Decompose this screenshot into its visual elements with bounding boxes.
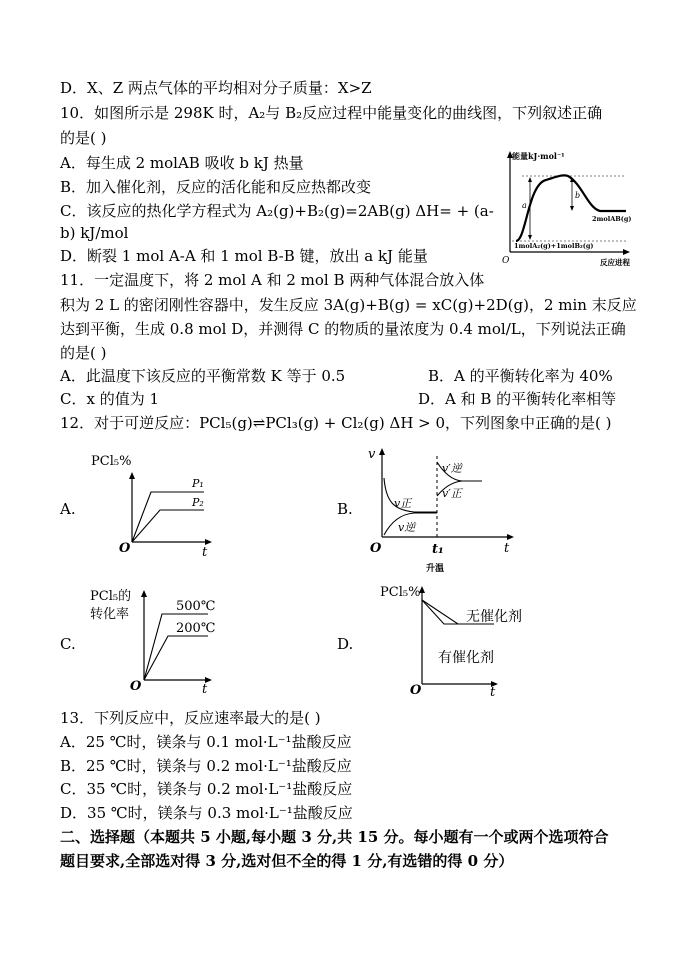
q12-graph-c [88,580,228,698]
q10-option-b: B．加入催化剂，反应的活化能和反应热都改变 [60,178,372,196]
q12-option-a-letter: A. [60,500,76,518]
q12b-y-arrow [379,448,385,455]
q12b-v-rev2-label: v′逆 [442,462,462,475]
q12d-y-label: PCl₅% [380,585,421,600]
q11-option-a: A．此温度下该反应的平衡常数 K 等于 0.5 [60,367,346,385]
q11-stem-line4: 的是( ) [60,344,107,362]
q12c-500-label: 500℃ [176,599,216,614]
section2-heading-line1: 二、选择题（本题共 5 小题,每小题 3 分,共 15 分。每小题有一个或两个选项符合 [60,828,609,846]
q12d-origin: O [410,683,422,698]
q13-option-b: B．25 ℃时，镁条与 0.2 mol·L⁻¹盐酸反应 [60,757,352,775]
q12a-y-label: PCl₅% [91,454,132,469]
q12b-origin: O [370,541,382,556]
q11-stem-line2: 积为 2 L 的密闭刚性容器中，发生反应 3A(g)+B(g) = xC(g)+2D(g)，2 min 末反应 [60,296,637,314]
q12-graph-d [376,578,536,700]
q12b-v-fwd2-label: v′正 [442,487,462,500]
q13-option-c: C．35 ℃时，镁条与 0.2 mol·L⁻¹盐酸反应 [60,780,353,798]
q11-option-c: C．x 的值为 1 [60,390,160,408]
q13-stem: 13．下列反应中，反应速率最大的是( ) [60,709,321,727]
section2-heading-line2: 题目要求,全部选对得 3 分,选对但不全的得 1 分,有选错的得 0 分） [60,852,514,870]
q12b-x-label: t [504,541,510,556]
q12c-origin: O [130,679,142,694]
q12-stem: 12．对于可逆反应：PCl₅(g)⇌PCl₃(g) + Cl₂(g) ΔH > 0，下列图象中正确的是( ) [60,414,612,432]
q10-y-label: 能量kJ·mol⁻¹ [512,151,565,161]
q10-option-a: A．每生成 2 molAB 吸收 b kJ 热量 [60,154,304,172]
q12b-v-rev-label: v逆 [398,521,416,534]
q12b-t1-label: t₁ [432,542,444,557]
q10-x-label: 反应进程 [600,258,630,267]
q10-a-arrow-up [528,177,532,182]
q12c-x-label: t [202,682,208,697]
q10-energy-diagram [500,148,632,268]
q12d-x-label: t [490,685,496,700]
q10-end-label: 2molAB(g) [592,215,632,223]
q10-option-d: D．断裂 1 mol A-A 和 1 mol B-B 键，放出 a kJ 能量 [60,247,428,265]
q13-option-d: D．35 ℃时，镁条与 0.3 mol·L⁻¹盐酸反应 [60,804,353,822]
q10-mark-b: b [575,191,581,200]
q11-stem-line1: 11．一定温度下，将 2 mol A 和 2 mol B 两种气体混合放入体 [60,271,485,289]
q12a-p2-label: P₂ [192,496,204,509]
q12a-origin: O [119,541,131,556]
q11-option-d: D．A 和 B 的平衡转化率相等 [418,390,617,408]
q10-x-arrow [623,249,630,255]
q10-stem-line2: 的是( ) [60,129,107,147]
q12b-x-arrow [507,534,514,540]
q13-option-a: A．25 ℃时，镁条与 0.1 mol·L⁻¹盐酸反应 [60,733,352,751]
q9-option-d: D．X、Z 两点气体的平均相对分子质量：X>Z [60,79,372,97]
q10-origin: O [502,256,510,266]
q11-option-b: B．A 的平衡转化率为 40% [428,367,613,385]
q12c-y-label2: 转化率 [90,607,130,622]
q12c-y-label1: PCl₅的 [90,589,132,604]
q12a-x-label: t [202,545,208,558]
q10-option-c-line2: b) kJ/mol [60,224,129,242]
q12c-y-arrow [141,590,147,597]
q10-stem-line1: 10．如图所示是 298K 时，A₂与 B₂反应过程中能量变化的曲线图，下列叙述正确 [60,104,603,122]
q12b-heat-label: 升温 [426,564,445,574]
q12d-no-cat-label: 无催化剂 [466,609,522,625]
q12-option-b-letter: B. [337,500,353,518]
q10-mark-a: a [522,201,527,210]
q12c-curve-200 [144,636,208,680]
q10-option-c-line1: C．该反应的热化学方程式为 A₂(g)+B₂(g)=2AB(g) ΔH= + (a- [60,202,494,220]
q12-graph-b [362,440,522,575]
q12a-y-arrow [129,472,135,479]
q10-b-arrow-down [570,206,574,211]
q12-option-c-letter: C. [60,635,76,653]
q12-graph-a [88,450,228,558]
q12-option-d-letter: D. [337,635,354,653]
q12a-p1-label: P₁ [192,477,204,490]
q10-a-arrow-down [528,235,532,240]
q12b-y-label: v [368,447,376,462]
q12c-200-label: 200℃ [176,621,216,636]
q11-stem-line3: 达到平衡，生成 0.8 mol D，并测得 C 的物质的量浓度为 0.4 mol/L，下列说法正确 [60,320,626,338]
q12d-cat-label: 有催化剂 [438,650,494,666]
q12b-v-fwd-label: v正 [394,497,412,510]
q10-start-label: 1molA₂(g)+1molB₂(g) [514,242,594,250]
